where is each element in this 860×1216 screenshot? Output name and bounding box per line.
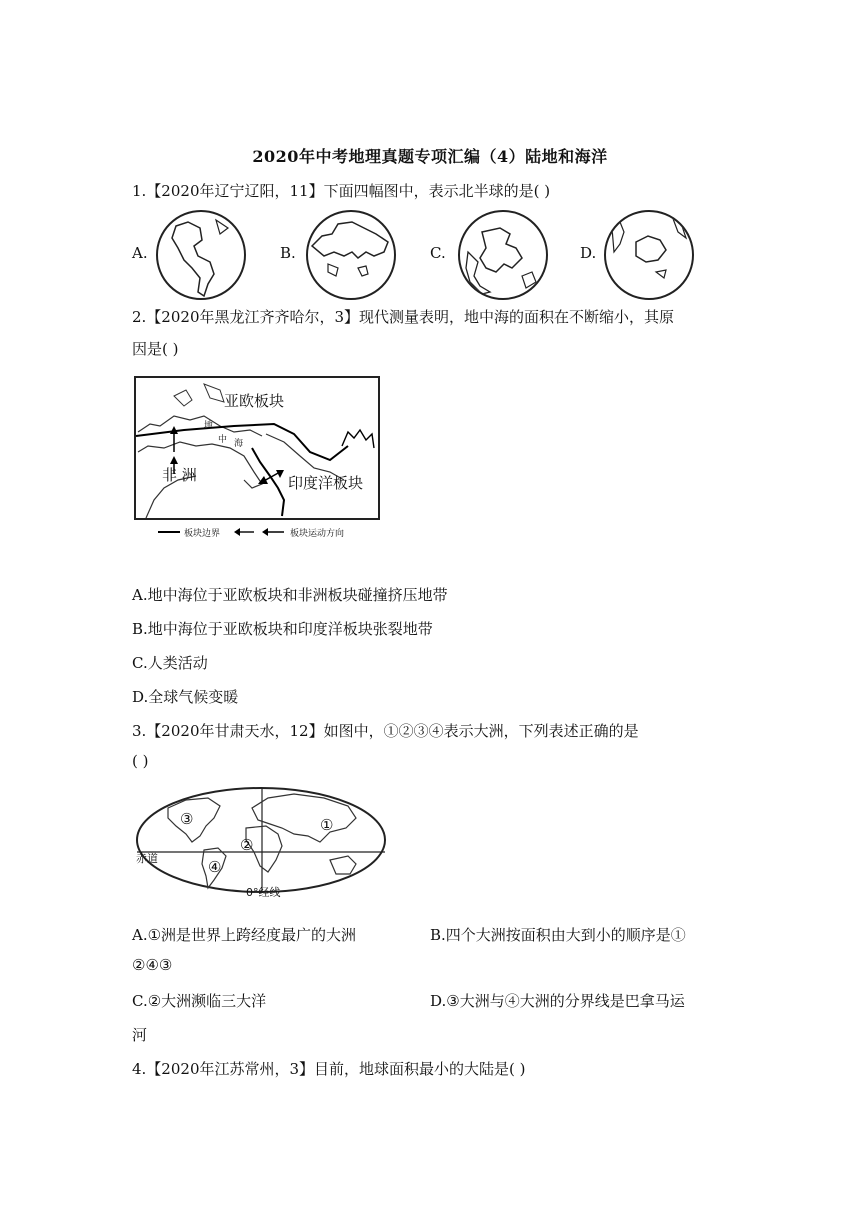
continent-4-label: ④ — [208, 858, 222, 876]
equator-label: 赤道 — [136, 852, 158, 865]
q2-option-a: A.地中海位于亚欧板块和非洲板块碰撞挤压地带 — [132, 586, 448, 604]
q1-option-c-label: C. — [430, 244, 446, 262]
indian-plate-label: 印度洋板块 — [288, 474, 364, 492]
africa-label: 非 洲 — [162, 466, 197, 484]
page-title: 2020年中考地理真题专项汇编（4）陆地和海洋 — [252, 147, 608, 166]
question-4-stem: 4.【2020年江苏常州，3】目前，地球面积最小的大陆是( ) — [132, 1060, 526, 1078]
q1-globe-b — [306, 210, 396, 300]
q3-option-b-continued: ②④③ — [132, 956, 173, 974]
mediterranean-label-1: 地 — [204, 421, 214, 431]
prime-meridian-label: 0°经线 — [246, 886, 281, 899]
q3-option-d-continued: 河 — [132, 1026, 148, 1044]
q1-option-d-label: D. — [580, 244, 597, 262]
question-3-stem-line-1: 3.【2020年甘肃天水，12】如图中，①②③④表示大洲，下列表述正确的是 — [132, 722, 639, 740]
eurasia-plate-label: 亚欧板块 — [224, 392, 285, 410]
q2-option-d: D.全球气候变暖 — [132, 688, 239, 706]
plate-map-figure — [134, 376, 380, 544]
q3-option-a: A.①洲是世界上跨经度最广的大洲 — [132, 926, 357, 944]
q3-option-d: D.③大洲与④大洲的分界线是巴拿马运 — [430, 992, 685, 1010]
continent-3-label: ③ — [180, 810, 194, 828]
legend-direction-label: 板块运动方向 — [290, 529, 345, 539]
q3-option-b: B.四个大洲按面积由大到小的顺序是① — [430, 926, 686, 944]
question-1-stem: 1.【2020年辽宁辽阳，11】下面四幅图中，表示北半球的是( ) — [132, 182, 551, 200]
question-3-stem-line-2: ( ) — [132, 752, 149, 770]
q3-option-c: C.②大洲濒临三大洋 — [132, 992, 267, 1010]
q1-globe-a — [156, 210, 246, 300]
mediterranean-label-2: 中 — [218, 435, 228, 445]
question-2-stem-line-2: 因是( ) — [132, 340, 179, 358]
continent-2-label: ② — [240, 836, 254, 854]
question-2-stem-line-1: 2.【2020年黑龙江齐齐哈尔，3】现代测量表明，地中海的面积在不断缩小，其原 — [132, 308, 675, 326]
q1-globe-c — [458, 210, 548, 300]
mediterranean-label-3: 海 — [234, 439, 244, 449]
q2-option-c: C.人类活动 — [132, 654, 208, 672]
q1-option-b-label: B. — [280, 244, 296, 262]
q2-option-b: B.地中海位于亚欧板块和印度洋板块张裂地带 — [132, 620, 433, 638]
continent-1-label: ① — [320, 816, 334, 834]
q1-option-a-label: A. — [132, 244, 148, 262]
q1-globe-d — [604, 210, 694, 300]
legend-boundary-label: 板块边界 — [184, 529, 221, 539]
world-map-figure — [134, 784, 388, 900]
